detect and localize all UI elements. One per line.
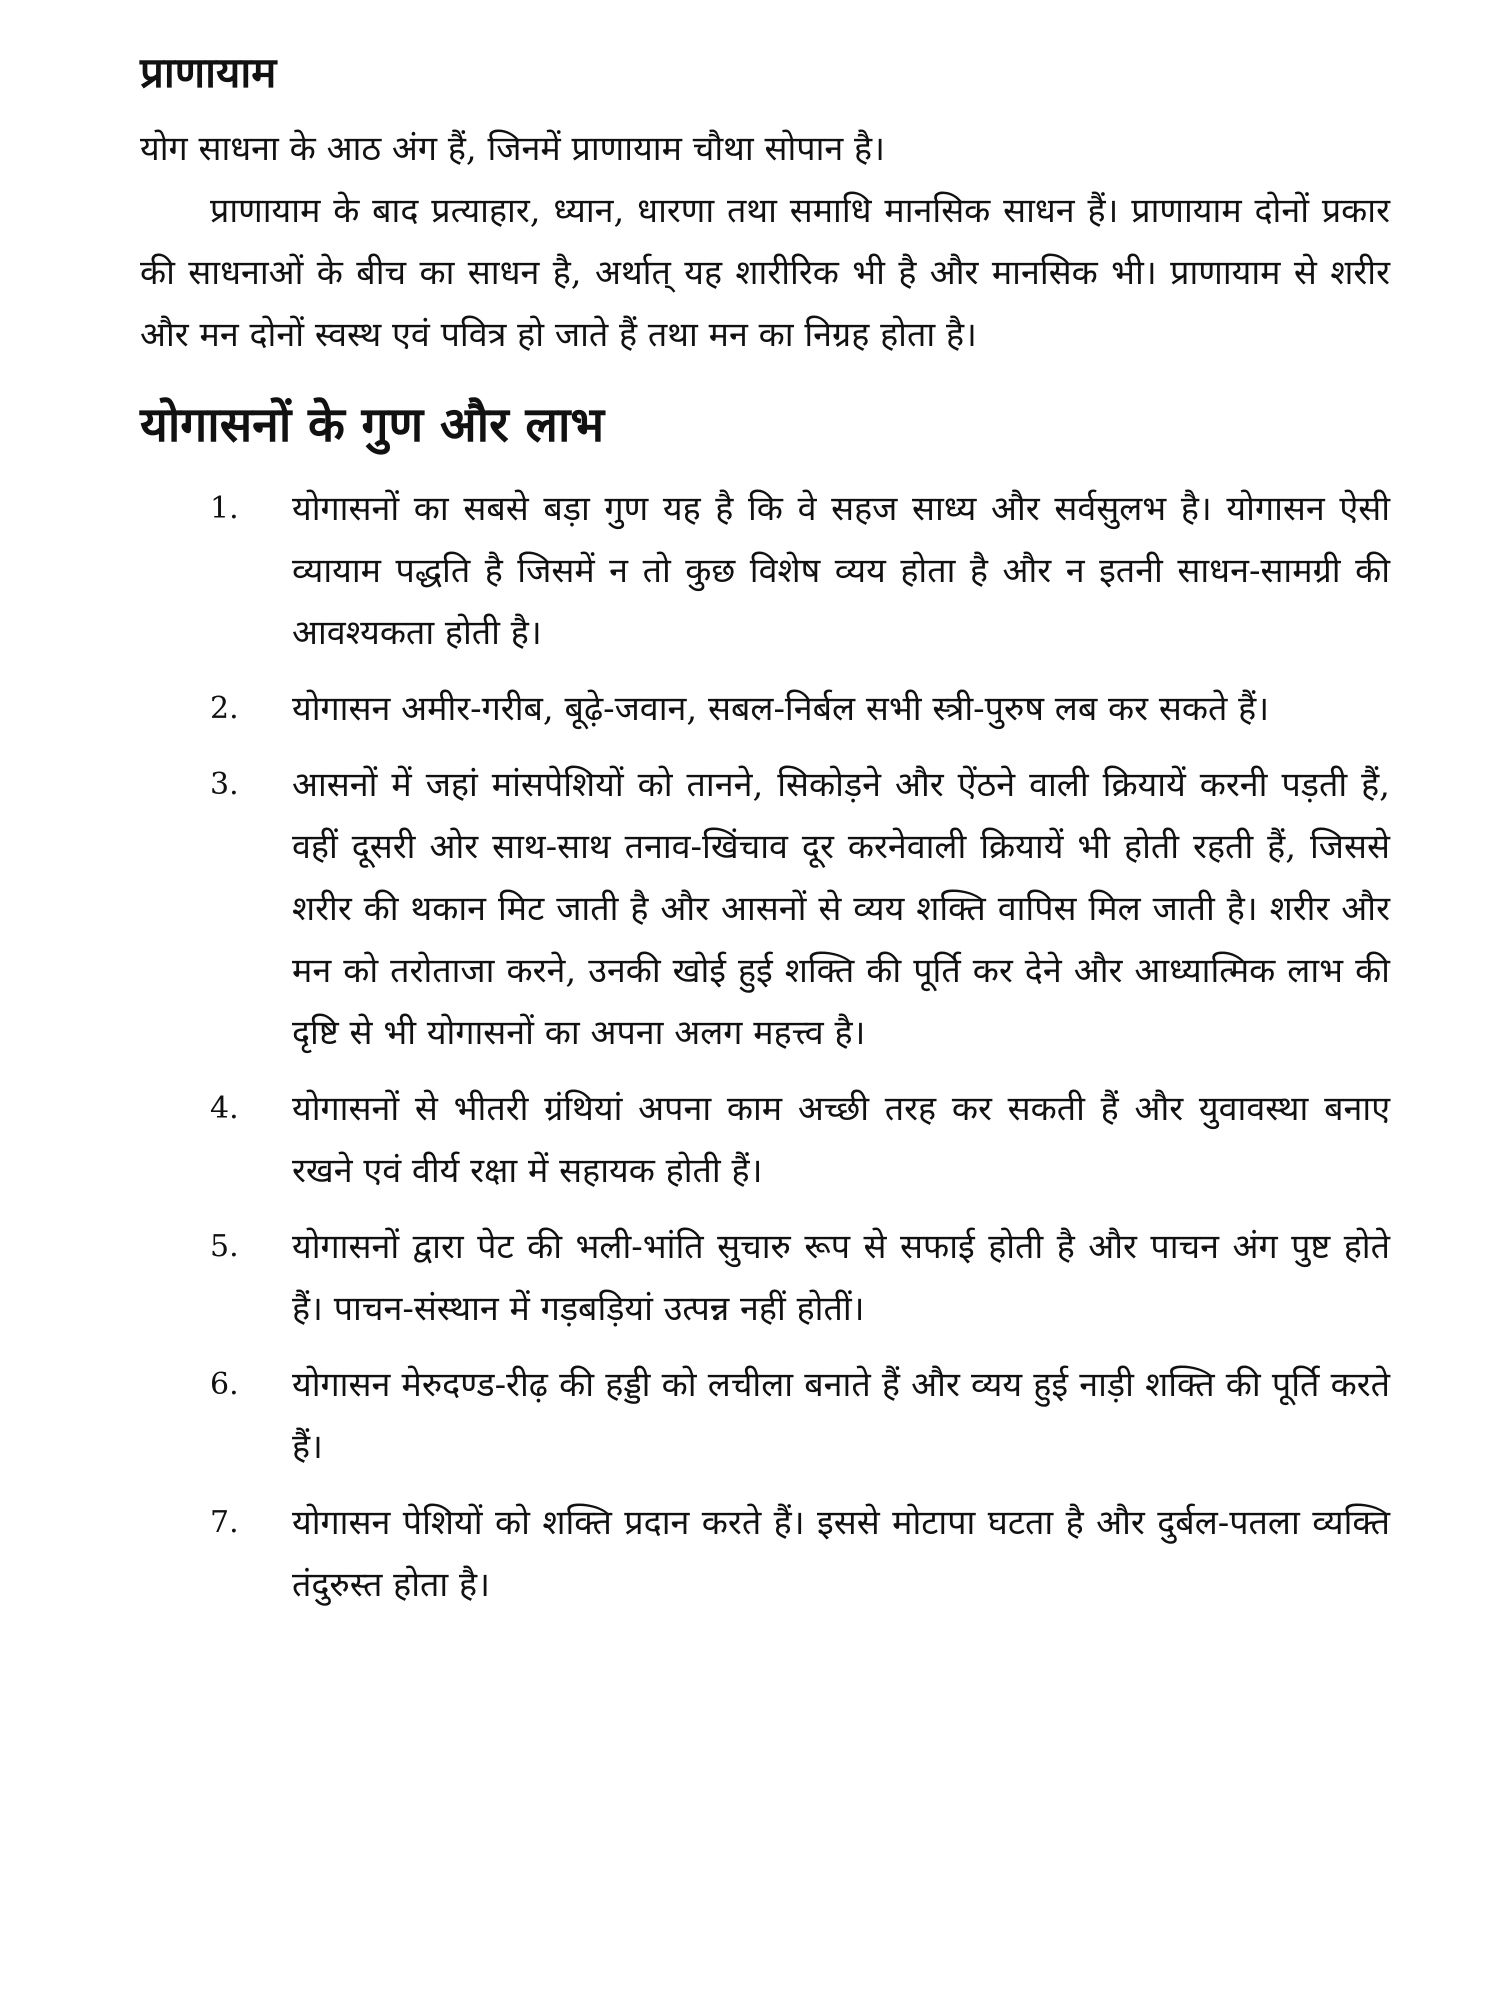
list-item-number: 2. [210, 691, 239, 726]
document-page [140, 40, 1390, 1630]
list-item-number: 6. [210, 1367, 239, 1402]
list-item-text: आसनों में जहां मांसपेशियों को तानने, सिकोड़ने और ऐंठने वाली क्रियायें करनी पड़ती हैं, वहीं दूसरी ओर साथ-साथ तनाव-खिंचाव दूर करनेवाली क्रियायें भी होती रहती हैं, जिससे शरीर की थकान मिट जाती है और आसनों से व्यय शक्ति वापिस मिल जाती है। शरीर और मन को तरोताजा करने, उनकी खोई हुई शक्ति की पूर्ति कर देने और आध्यात्मिक लाभ की दृष्टि से भी योगासनों का अपना अलग महत्त्व है। [292, 765, 1390, 1053]
list-item [210, 754, 1390, 1064]
list-item-number: 1. [210, 491, 239, 526]
list-item [210, 678, 1390, 740]
list-item-text: योगासनों से भीतरी ग्रंथियां अपना काम अच्छी तरह कर सकती हैं और युवावस्था बनाए रखने एवं वीर्य रक्षा में सहायक होती हैं। [292, 1089, 1390, 1191]
list-item-number: 4. [210, 1091, 239, 1126]
list-item-text: योगासनों द्वारा पेट की भली-भांति सुचारु रूप से सफाई होती है और पाचन अंग पुष्ट होते हैं। पाचन-संस्थान में गड़बड़ियां उत्पन्न नहीं होतीं। [292, 1227, 1390, 1329]
list-item-text: योगासनों का सबसे बड़ा गुण यह है कि वे सहज साध्य और सर्वसुलभ है। योगासन ऐसी व्यायाम पद्धति है जिसमें न तो कुछ विशेष व्यय होता है और न इतनी साधन-सामग्री की आवश्यकता होती है। [292, 489, 1390, 653]
list-item [210, 1216, 1390, 1340]
list-item [210, 1078, 1390, 1202]
list-item [210, 478, 1390, 664]
list-item-number: 5. [210, 1229, 239, 1264]
list-item-text: योगासन अमीर-गरीब, बूढ़े-जवान, सबल-निर्बल सभी स्त्री-पुरुष लब कर सकते हैं। [292, 689, 1270, 729]
list-item-text: योगासन मेरुदण्ड-रीढ़ की हड्डी को लचीला बनाते हैं और व्यय हुई नाड़ी शक्ति की पूर्ति करते हैं। [292, 1365, 1390, 1467]
paragraph-pranayam: प्राणायाम के बाद प्रत्याहार, ध्यान, धारणा तथा समाधि मानसिक साधन हैं। प्राणायाम दोनों प्रकार की साधनाओं के बीच का साधन है, अर्थात् यह शारीरिक भी है और मानसिक भी। प्राणायाम से शरीर और मन दोनों स्वस्थ एवं पवित्र हो जाते हैं तथा मन का निग्रह होता है। [140, 191, 1390, 355]
list-item-text: योगासन पेशियों को शक्ति प्रदान करते हैं। इससे मोटापा घटता है और दुर्बल-पतला व्यक्ति तंदुरुस्त होता है। [292, 1503, 1390, 1605]
list-item [210, 1354, 1390, 1478]
benefits-list [140, 478, 1390, 1616]
list-item [210, 1492, 1390, 1616]
paragraph-intro: योग साधना के आठ अंग हैं, जिनमें प्राणायाम चौथा सोपान है। [140, 129, 885, 169]
list-item-number: 3. [210, 767, 239, 802]
section-title-pranayam: प्राणायाम [140, 48, 277, 97]
list-item-number: 7. [210, 1505, 239, 1540]
section-title-yogasan-benefits: योगासनों के गुण और लाभ [140, 397, 605, 453]
